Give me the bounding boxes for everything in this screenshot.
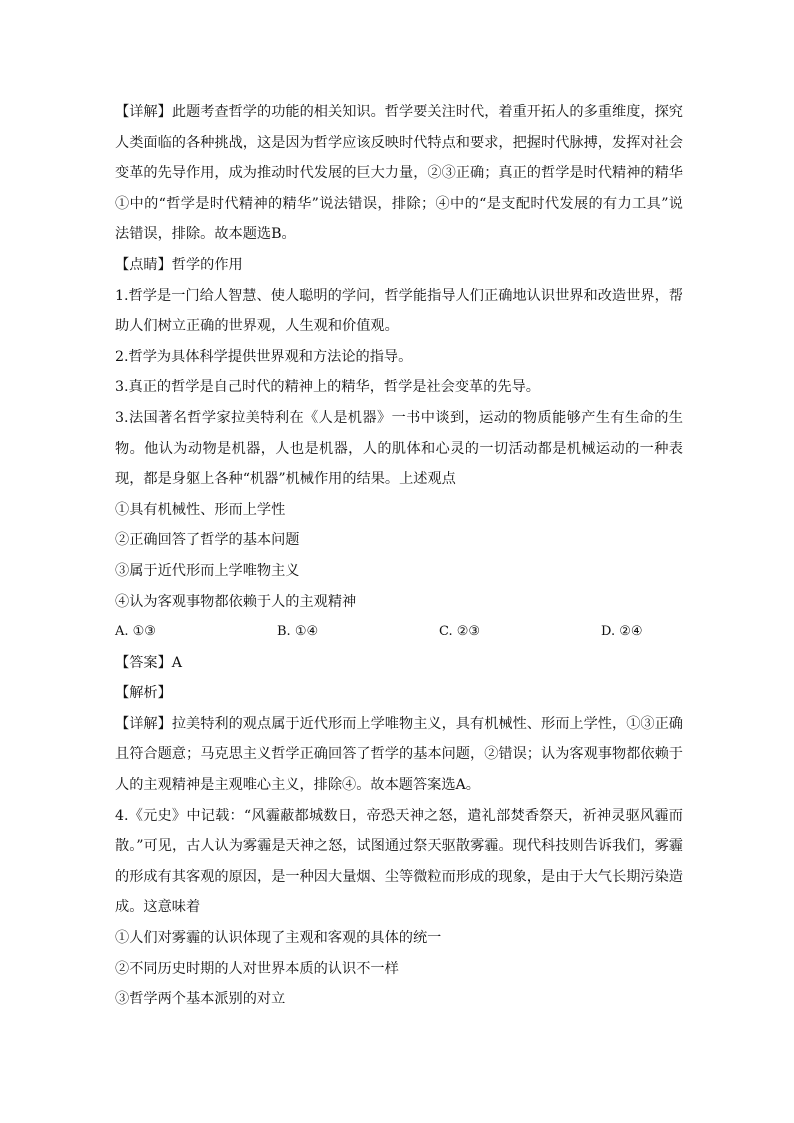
analysis-heading: 【解析】: [115, 685, 172, 702]
detail-text: 拉美特利的观点属于近代形而上学唯物主义，具有机械性、形而上学性，①③正确且符合题意；马克思主义哲学正确回答了哲学的基本问题，②错误；认为客观事物都依赖于人的主观精神是主观唯心主义，排除④。故本题答案选A。: [115, 715, 683, 794]
choice-c: C. ②③: [439, 624, 481, 640]
choice-a: A. ①③: [115, 624, 156, 640]
question-3-option-3: ③属于近代形而上学唯物主义: [115, 562, 300, 579]
point-heading: [115, 250, 683, 281]
detail-paragraph: [115, 97, 683, 250]
question-3-option-4: ④认为客观事物都依赖于人的主观精神: [115, 593, 357, 610]
question-3-detail: [115, 709, 683, 801]
question-4-option-1: ①人们对雾霾的认识体现了主观和客观的具体的统一: [115, 930, 442, 947]
answer-value: A: [171, 654, 183, 671]
question-4-option-3: ③哲学两个基本派别的对立: [115, 991, 286, 1008]
point-item-2: 2.哲学为具体科学提供世界观和方法论的指导。: [115, 348, 413, 365]
detail-text: 此题考查哲学的功能的相关知识。哲学要关注时代，着重开拓人的多重维度，探究人类面临的各种挑战，这是因为哲学应该反映时代特点和要求，把握时代脉搏，发挥对社会变革的先导作用，成为推动时代发展的巨大力量，②③正确；真正的哲学是时代精神的精华①中的“哲学是时代精神的精华”说法错误，排除；④中的“是支配时代发展的有力工具”说法错误，排除。故本题选B。: [115, 104, 683, 243]
point-item-1: 1.哲学是一门给人智慧、使人聪明的学问，哲学能指导人们正确地认识世界和改造世界，帮助人们树立正确的世界观，人生观和价值观。: [115, 287, 683, 335]
detail-tag: 【详解】: [115, 104, 172, 120]
question-4-option-2: ②不同历史时期的人对世界本质的认识不一样: [115, 960, 399, 977]
detail-tag: 【详解】: [115, 715, 172, 732]
document-page: [115, 97, 683, 1015]
question-4-stem: 4.《元史》中记载：“风霾蔽都城数日，帝恐天神之怒，遣礼部焚香祭天，祈神灵驱风霾而散。”可见，古人认为雾霾是天神之怒，试图通过祭天驱散雾霾。现代科技则告诉我们，雾霾的形成有其客观的原因，是一种因大量烟、尘等微粒而形成的现象，是由于大气长期污染造成。这意味着: [115, 807, 683, 916]
point-item-3: 3.真正的哲学是自己时代的精神上的精华，哲学是社会变革的先导。: [115, 379, 540, 396]
question-3-option-1: ①具有机械性、形而上学性: [115, 501, 286, 518]
choice-d: D. ②④: [601, 624, 643, 640]
answer-line: [115, 648, 683, 679]
point-text: 哲学的作用: [171, 256, 243, 273]
choice-b: B. ①④: [277, 624, 319, 640]
answer-tag: 【答案】: [115, 654, 172, 671]
question-3-stem: 3.法国著名哲学家拉美特利在《人是机器》一书中谈到，运动的物质能够产生有生命的生物。他认为动物是机器，人也是机器，人的肌体和心灵的一切活动都是机械运动的一种表现，都是身躯上各种“机器”机械作用的结果。上述观点: [115, 409, 683, 488]
question-3-choices: [115, 617, 683, 648]
point-tag: 【点睛】: [115, 256, 172, 273]
question-3-option-2: ②正确回答了哲学的基本问题: [115, 532, 300, 549]
